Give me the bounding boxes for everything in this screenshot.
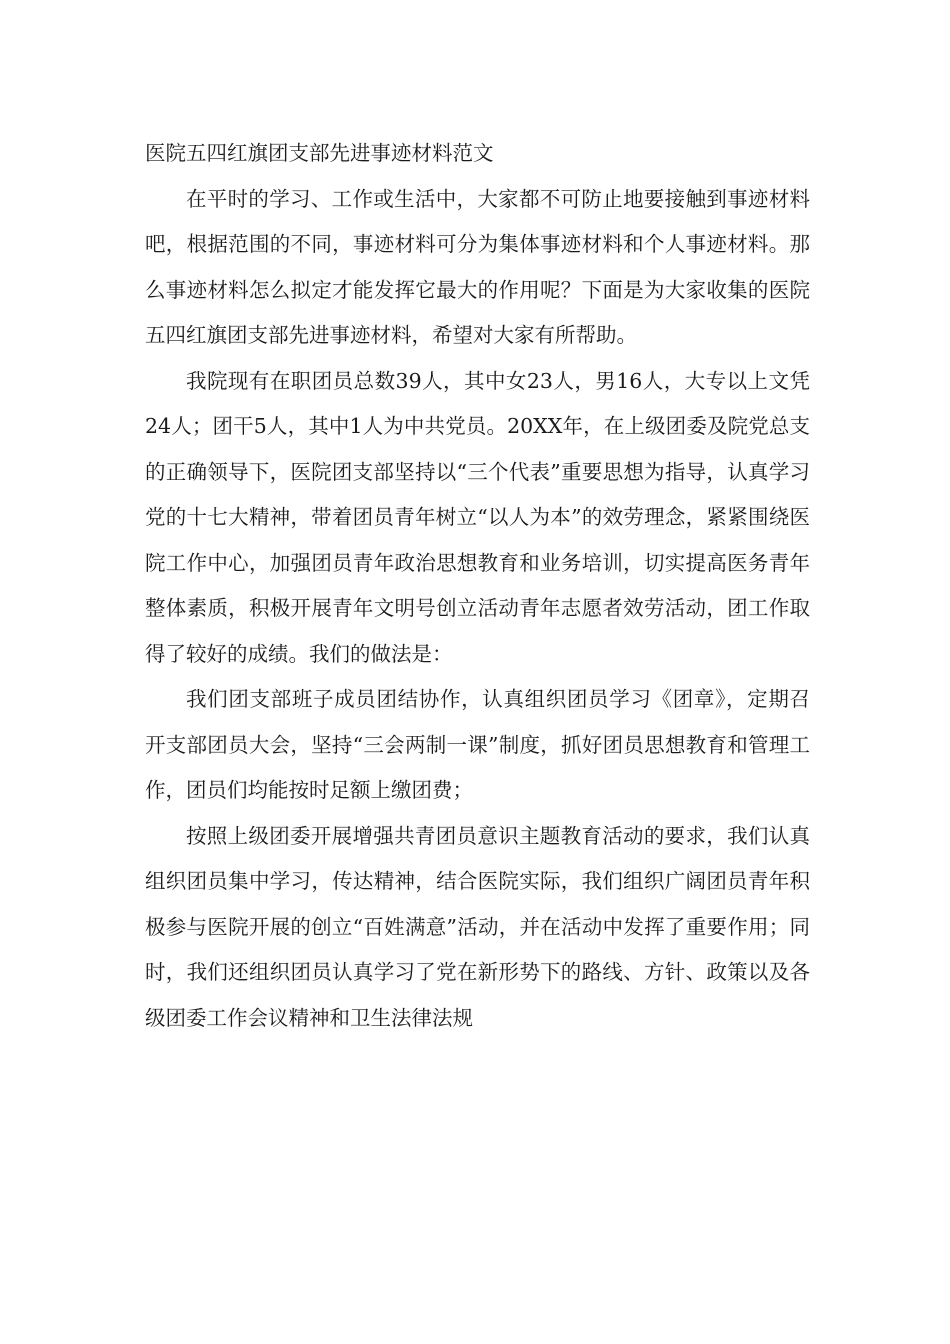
paragraph-organization: 我们团支部班子成员团结协作，认真组织团员学习《团章》，定期召开支部团员大会，坚持“三会两制一课”制度，抓好团员思想教育和管理工作，团员们均能按时足额上缴团费； (145, 687, 810, 802)
document-title: 医院五四红旗团支部先进事迹材料范文 (145, 141, 494, 165)
paragraph-overview: 我院现有在职团员总数39人，其中女23人，男16人，大专以上文凭24人；团干5人，其中1人为中共党员。20XX年，在上级团委及院党总支的正确领导下，医院团支部坚持以“三个代表”重要思想为指导，认真学习党的十七大精神，带着团员青年树立“以人为本”的效劳理念，紧紧围绕医院工作中心，加强团员青年政治思想教育和业务培训，切实提高医务青年整体素质，积极开展青年文明号创立活动青年志愿者效劳活动，团工作取得了较好的成绩。我们的做法是： (145, 368, 810, 666)
paragraph-education: 按照上级团委开展增强共青团员意识主题教育活动的要求，我们认真组织团员集中学习，传达精神，结合医院实际，我们组织广阔团员青年积极参与医院开展的创立“百姓满意”活动，并在活动中发挥了重要作用；同时，我们还组织团员认真学习了党在新形势下的路线、方针、政策以及各级团委工作会议精神和卫生法律法规 (145, 823, 810, 1030)
document-body (145, 131, 810, 1041)
paragraph-intro: 在平时的学习、工作或生活中，大家都不可防止地要接触到事迹材料吧，根据范围的不同，事迹材料可分为集体事迹材料和个人事迹材料。那么事迹材料怎么拟定才能发挥它最大的作用呢？下面是为大家收集的医院五四红旗团支部先进事迹材料，希望对大家有所帮助。 (145, 186, 810, 347)
